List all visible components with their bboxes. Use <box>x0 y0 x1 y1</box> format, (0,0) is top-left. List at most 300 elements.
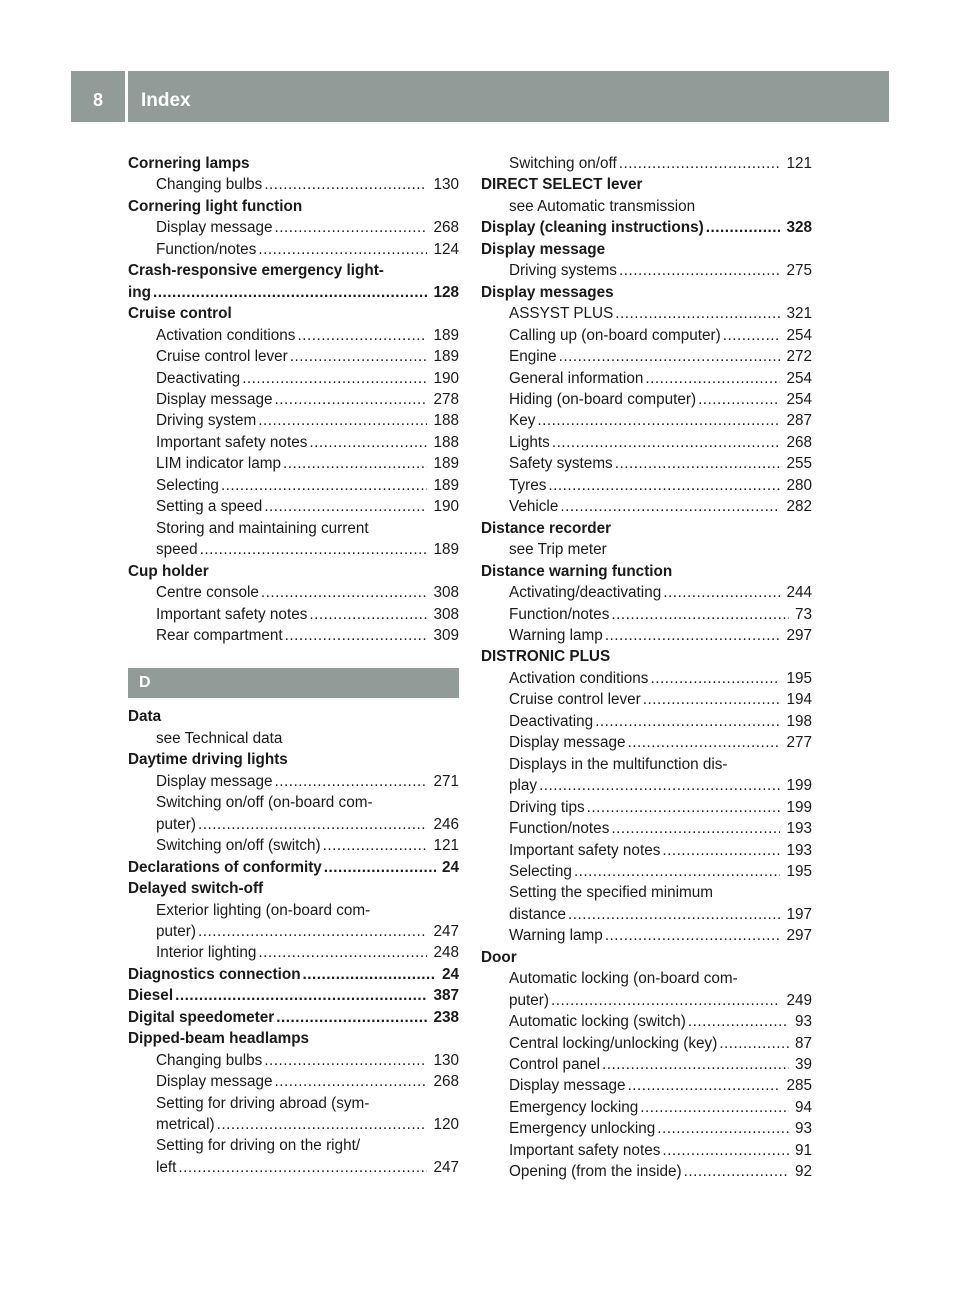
index-subentry <box>481 1118 812 1139</box>
dot-leader <box>324 857 436 878</box>
page-reference: 248 <box>433 944 459 962</box>
entry-text: Digital speedometer <box>128 1008 275 1026</box>
page-reference: 282 <box>786 498 812 516</box>
page-reference: 244 <box>786 584 812 602</box>
index-subentry <box>481 968 812 989</box>
index-heading <box>128 985 459 1006</box>
page-reference: 268 <box>786 433 812 451</box>
index-heading <box>481 947 812 968</box>
page-reference: 128 <box>433 283 459 301</box>
index-subentry <box>128 921 459 942</box>
index-subentry <box>481 153 812 174</box>
index-subentry <box>481 754 812 775</box>
entry-text: Engine <box>509 348 557 366</box>
page-reference: 195 <box>786 669 812 687</box>
dot-leader <box>285 625 428 646</box>
entry-text: Cruise control <box>128 305 232 323</box>
page-reference: 24 <box>441 858 459 876</box>
entry-text: Switching on/off (on-board com- <box>156 794 373 812</box>
entry-text: see Technical data <box>156 729 283 747</box>
page-number: 8 <box>92 90 103 110</box>
entry-text: Emergency unlocking <box>509 1120 656 1138</box>
entry-text: Dipped-beam headlamps <box>128 1030 310 1048</box>
index-subentry <box>481 1161 812 1182</box>
entry-text: Cruise control lever <box>156 348 288 366</box>
dot-leader <box>548 475 780 496</box>
dot-leader <box>650 668 780 689</box>
dot-leader <box>221 475 428 496</box>
index-subentry <box>128 1114 459 1135</box>
page-reference: 91 <box>794 1141 812 1159</box>
index-subentry <box>128 346 459 367</box>
entry-text: Safety systems <box>509 455 613 473</box>
page-title: Index <box>141 89 191 111</box>
index-subentry <box>128 174 459 195</box>
entry-text: Distance recorder <box>481 519 612 537</box>
entry-text: Function/notes <box>156 240 257 258</box>
index-heading <box>128 282 459 303</box>
dot-leader <box>217 1114 428 1135</box>
page-reference: 130 <box>433 1051 459 1069</box>
entry-text: play <box>509 777 538 795</box>
entry-text: Opening (from the inside) <box>509 1163 682 1181</box>
dot-leader <box>198 814 428 835</box>
page-reference: 321 <box>786 305 812 323</box>
index-subentry <box>481 1097 812 1118</box>
entry-text: Cup holder <box>128 562 209 580</box>
page-reference: 238 <box>433 1008 459 1026</box>
dot-leader <box>574 861 781 882</box>
index-subentry <box>481 346 812 367</box>
entry-text: see Automatic transmission <box>509 197 696 215</box>
dot-leader <box>274 389 427 410</box>
page-reference: 120 <box>433 1116 459 1134</box>
index-subentry <box>128 728 459 749</box>
index-subentry <box>481 990 812 1011</box>
index-subentry <box>481 303 812 324</box>
dot-leader <box>258 239 427 260</box>
entry-text: Control panel <box>509 1056 600 1074</box>
index-subentry <box>128 835 459 856</box>
dot-leader <box>539 775 780 796</box>
index-heading <box>128 749 459 770</box>
index-subentry <box>128 1050 459 1071</box>
page-reference: 189 <box>433 326 459 344</box>
entry-text: speed <box>156 541 198 559</box>
index-subentry <box>128 771 459 792</box>
entry-text: Data <box>128 708 162 726</box>
entry-text: DIRECT SELECT lever <box>481 176 643 194</box>
dot-leader <box>643 689 781 710</box>
entry-text: Cornering light function <box>128 197 303 215</box>
index-subentry <box>128 792 459 813</box>
entry-text: Cornering lamps <box>128 155 250 172</box>
page-reference: 268 <box>433 219 459 237</box>
index-subentry <box>481 260 812 281</box>
entry-text: Crash-responsive emergency light- <box>128 262 384 280</box>
index-heading <box>128 878 459 899</box>
dot-leader <box>264 1050 427 1071</box>
entry-text: Driving systems <box>509 262 617 280</box>
dot-leader <box>153 282 428 303</box>
entry-text: Vehicle <box>509 498 559 516</box>
index-subentry <box>128 539 459 560</box>
page-reference: 308 <box>433 584 459 602</box>
index-subentry <box>481 325 812 346</box>
index-subentry <box>128 389 459 410</box>
entry-text: Deactivating <box>509 712 594 730</box>
page-reference: 198 <box>786 712 812 730</box>
index-subentry <box>128 1135 459 1156</box>
entry-text: puter) <box>156 922 196 940</box>
index-heading <box>128 561 459 582</box>
index-subentry <box>128 368 459 389</box>
index-heading <box>128 1007 459 1028</box>
page-reference: 24 <box>441 965 459 983</box>
entry-text: Key <box>509 412 536 430</box>
entry-text: Hiding (on-board computer) <box>509 390 697 408</box>
page-reference: 188 <box>433 412 459 430</box>
entry-text: Calling up (on-board computer) <box>509 326 721 344</box>
page-reference: 93 <box>794 1013 812 1031</box>
index-heading <box>128 196 459 217</box>
entry-text: Distance warning function <box>481 562 673 580</box>
index-column-left <box>128 153 459 1178</box>
page-reference: 287 <box>786 412 812 430</box>
index-heading <box>481 174 812 195</box>
index-heading <box>481 561 812 582</box>
index-subentry <box>128 625 459 646</box>
entry-text: Door <box>481 948 517 966</box>
index-subentry <box>128 239 459 260</box>
entry-text: see Trip meter <box>509 541 607 559</box>
dot-leader <box>619 153 781 174</box>
dot-leader <box>559 346 781 367</box>
page-reference: 285 <box>786 1077 812 1095</box>
index-subentry <box>128 1157 459 1178</box>
entry-text: Deactivating <box>156 369 241 387</box>
entry-text: Important safety notes <box>509 1141 661 1159</box>
index-subentry <box>481 1075 812 1096</box>
entry-text: Display message <box>156 390 273 408</box>
index-subentry <box>128 410 459 431</box>
index-subentry <box>128 475 459 496</box>
index-heading <box>128 153 459 174</box>
dot-leader <box>605 925 781 946</box>
entry-text: Important safety notes <box>156 433 308 451</box>
entry-list-bottom <box>128 706 459 1178</box>
index-subentry <box>481 1011 812 1032</box>
index-subentry <box>481 861 812 882</box>
entry-text: left <box>156 1158 177 1176</box>
entry-text: Emergency locking <box>509 1098 639 1116</box>
entry-text: distance <box>509 905 566 923</box>
entry-text: Display messages <box>481 283 614 301</box>
dot-leader <box>283 453 427 474</box>
entry-text: Activation conditions <box>156 326 296 344</box>
dot-leader <box>587 797 781 818</box>
page-reference: 247 <box>433 1158 459 1176</box>
index-subentry <box>481 432 812 453</box>
dot-leader <box>611 818 780 839</box>
index-subentry <box>128 432 459 453</box>
entry-text: DISTRONIC PLUS <box>481 648 611 666</box>
dot-leader <box>552 432 781 453</box>
page-reference: 39 <box>794 1056 812 1074</box>
index-subentry <box>128 900 459 921</box>
entry-text: ing <box>128 283 151 301</box>
entry-list-top <box>128 153 459 646</box>
entry-text: Setting a speed <box>156 498 263 516</box>
entry-text: Switching on/off (switch) <box>156 837 321 855</box>
index-heading <box>128 857 459 878</box>
dot-leader <box>258 942 427 963</box>
page-reference: 254 <box>786 369 812 387</box>
dot-leader <box>723 325 781 346</box>
page-reference: 275 <box>786 262 812 280</box>
index-subentry <box>481 625 812 646</box>
index-heading <box>128 706 459 727</box>
entry-text: puter) <box>509 991 549 1009</box>
entry-text: Rear compartment <box>156 626 283 644</box>
dot-leader <box>698 389 780 410</box>
entry-text: Daytime driving lights <box>128 751 288 769</box>
entry-text: Centre console <box>156 584 259 602</box>
entry-text: Activating/deactivating <box>509 584 662 602</box>
page-reference: 189 <box>433 455 459 473</box>
index-subentry <box>481 732 812 753</box>
index-heading <box>481 239 812 260</box>
dot-leader <box>274 217 427 238</box>
index-heading <box>481 518 812 539</box>
entry-text: Diesel <box>128 987 174 1005</box>
page-reference: 188 <box>433 433 459 451</box>
page-reference: 189 <box>433 476 459 494</box>
index-subentry <box>481 668 812 689</box>
dot-leader <box>663 582 780 603</box>
index-subentry <box>128 325 459 346</box>
dot-leader <box>551 990 781 1011</box>
dot-leader <box>657 1118 789 1139</box>
dot-leader <box>303 964 436 985</box>
entry-text: Display (cleaning instructions) <box>481 219 704 237</box>
index-subentry <box>128 1071 459 1092</box>
entry-text: Warning lamp <box>509 927 603 945</box>
dot-leader <box>290 346 428 367</box>
dot-leader <box>198 921 428 942</box>
dot-leader <box>537 410 780 431</box>
page-reference: 94 <box>794 1098 812 1116</box>
page-reference: 328 <box>786 219 812 237</box>
entry-text: Diagnostics connection <box>128 965 301 983</box>
index-subentry <box>481 453 812 474</box>
dot-leader <box>684 1161 789 1182</box>
index-subentry <box>481 389 812 410</box>
dot-leader <box>560 496 780 517</box>
entry-text: Declarations of conformity <box>128 858 322 876</box>
index-subentry <box>128 814 459 835</box>
dot-leader <box>274 1071 427 1092</box>
index-subentry <box>128 604 459 625</box>
index-subentry <box>128 217 459 238</box>
index-subentry <box>128 1093 459 1114</box>
index-subentry <box>481 689 812 710</box>
entry-text: Central locking/unlocking (key) <box>509 1034 718 1052</box>
index-subentry <box>128 453 459 474</box>
index-subentry <box>481 475 812 496</box>
page-reference: 272 <box>786 348 812 366</box>
dot-leader <box>178 1157 427 1178</box>
page-reference: 278 <box>433 390 459 408</box>
dot-leader <box>719 1033 789 1054</box>
index-subentry <box>481 1033 812 1054</box>
entry-text: Display message <box>156 219 273 237</box>
index-subentry <box>481 410 812 431</box>
dot-leader <box>309 604 427 625</box>
dot-leader <box>640 1097 789 1118</box>
entry-text: Displays in the multifunction dis- <box>509 755 728 773</box>
index-heading <box>481 646 812 667</box>
index-subentry <box>128 582 459 603</box>
entry-text: Display message <box>509 734 626 752</box>
dot-leader <box>615 453 781 474</box>
entry-text: Setting for driving on the right/ <box>156 1137 361 1155</box>
dot-leader <box>611 604 789 625</box>
dot-leader <box>264 496 427 517</box>
entry-text: metrical) <box>156 1116 215 1134</box>
page-reference: 280 <box>786 476 812 494</box>
dot-leader <box>309 432 427 453</box>
page-header <box>71 71 889 122</box>
entry-text: Cruise control lever <box>509 691 641 709</box>
entry-text: Automatic locking (on-board com- <box>509 970 738 988</box>
dot-leader <box>605 625 781 646</box>
entry-text: Driving system <box>156 412 257 430</box>
entry-text: LIM indicator lamp <box>156 455 281 473</box>
header-divider <box>125 71 128 122</box>
entry-text: puter) <box>156 815 196 833</box>
dot-leader <box>261 582 428 603</box>
dot-leader <box>615 303 780 324</box>
entry-text: Important safety notes <box>509 841 661 859</box>
page-reference: 197 <box>786 905 812 923</box>
page-reference: 93 <box>794 1120 812 1138</box>
page-reference: 121 <box>786 155 812 172</box>
entry-text: Changing bulbs <box>156 1051 263 1069</box>
page-reference: 130 <box>433 176 459 194</box>
index-heading <box>128 303 459 324</box>
dot-leader <box>258 410 427 431</box>
entry-text: Switching on/off <box>509 155 617 172</box>
entry-text: Delayed switch-off <box>128 880 264 898</box>
dot-leader <box>200 539 428 560</box>
entry-text: Changing bulbs <box>156 176 263 194</box>
dot-leader <box>688 1011 789 1032</box>
dot-leader <box>645 368 780 389</box>
entry-text: Tyres <box>509 476 547 494</box>
page-reference: 254 <box>786 390 812 408</box>
entry-text: General information <box>509 369 644 387</box>
index-heading <box>128 1028 459 1049</box>
dot-leader <box>274 771 427 792</box>
page-reference: 199 <box>786 777 812 795</box>
index-heading <box>128 260 459 281</box>
dot-leader <box>242 368 427 389</box>
entry-text: Exterior lighting (on-board com- <box>156 901 371 919</box>
index-subentry <box>481 797 812 818</box>
page-reference: 297 <box>786 927 812 945</box>
index-subentry <box>481 818 812 839</box>
entry-text: Driving tips <box>509 798 585 816</box>
index-subentry <box>481 775 812 796</box>
entry-text: Important safety notes <box>156 605 308 623</box>
index-subentry <box>481 496 812 517</box>
page-reference: 309 <box>433 626 459 644</box>
index-subentry <box>481 1140 812 1161</box>
index-subentry <box>128 942 459 963</box>
entry-text: Selecting <box>156 476 219 494</box>
index-subentry <box>128 518 459 539</box>
entry-text: Display message <box>481 240 606 258</box>
index-heading <box>128 964 459 985</box>
page-reference: 194 <box>786 691 812 709</box>
entry-text: Storing and maintaining current <box>156 519 369 537</box>
page-reference: 254 <box>786 326 812 344</box>
dot-leader <box>627 1075 780 1096</box>
dot-leader <box>595 711 780 732</box>
index-subentry <box>481 904 812 925</box>
entry-text: Interior lighting <box>156 944 257 962</box>
index-subentry <box>481 882 812 903</box>
entry-list-right <box>481 153 812 1183</box>
index-subentry <box>481 604 812 625</box>
dot-leader <box>264 174 427 195</box>
page-reference: 193 <box>786 820 812 838</box>
page-reference: 121 <box>433 837 459 855</box>
entry-text: Warning lamp <box>509 626 603 644</box>
page-reference: 297 <box>786 626 812 644</box>
entry-text: Setting the specified minimum <box>509 884 714 902</box>
page-reference: 387 <box>433 987 459 1005</box>
entry-text: Display message <box>156 772 273 790</box>
page-reference: 249 <box>786 991 812 1009</box>
index-heading <box>481 217 812 238</box>
page-reference: 246 <box>433 815 459 833</box>
index-subentry <box>481 539 812 560</box>
index-subentry <box>481 840 812 861</box>
dot-leader <box>662 840 780 861</box>
entry-text: Display message <box>509 1077 626 1095</box>
dot-leader <box>627 732 780 753</box>
page-reference: 271 <box>433 772 459 790</box>
entry-text: Automatic locking (switch) <box>509 1013 686 1031</box>
entry-text: Setting for driving abroad (sym- <box>156 1094 370 1112</box>
entry-text: Lights <box>509 433 550 451</box>
dot-leader <box>297 325 427 346</box>
entry-text: Activation conditions <box>509 669 649 687</box>
page-reference: 189 <box>433 541 459 559</box>
dot-leader <box>323 835 428 856</box>
index-subentry <box>128 496 459 517</box>
page-reference: 190 <box>433 369 459 387</box>
section-heading-d: D <box>128 668 459 698</box>
page-reference: 190 <box>433 498 459 516</box>
page-reference: 195 <box>786 862 812 880</box>
dot-leader <box>706 217 781 238</box>
page-reference: 189 <box>433 348 459 366</box>
index-subentry <box>481 368 812 389</box>
index-subentry <box>481 1054 812 1075</box>
